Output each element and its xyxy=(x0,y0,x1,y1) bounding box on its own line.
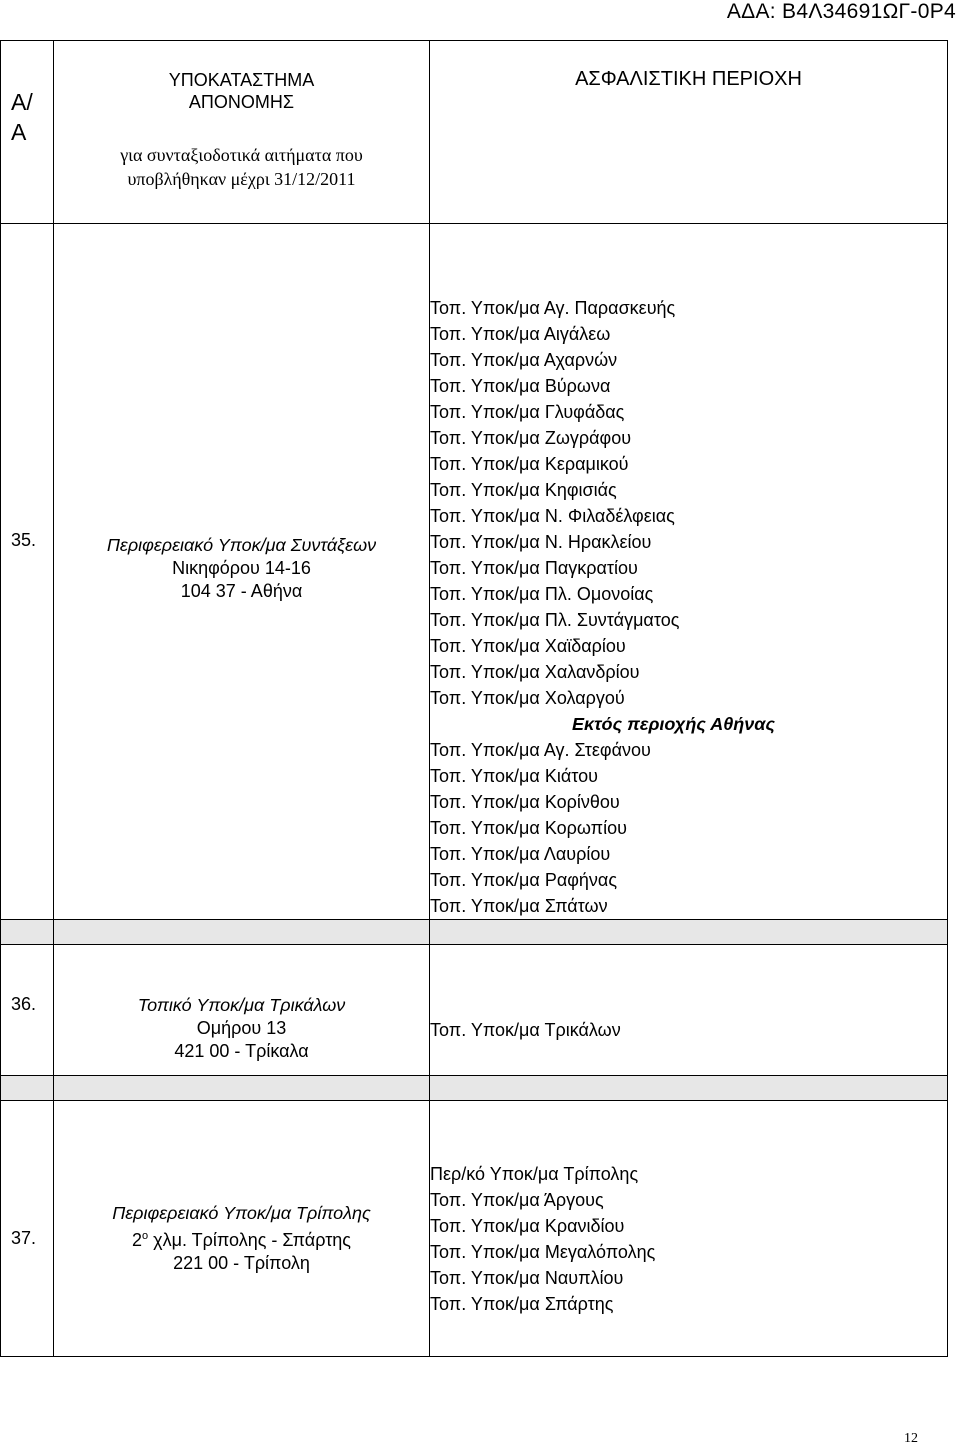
list-item: Τοπ. Υποκ/μα Κιάτου xyxy=(430,766,598,786)
list-item: Τοπ. Υποκ/μα Ν. Φιλαδέλφειας xyxy=(430,506,675,526)
list-item: Τοπ. Υποκ/μα Τρικάλων xyxy=(430,1020,621,1040)
list-item: Τοπ. Υποκ/μα Βύρωνα xyxy=(430,376,611,396)
list-item: Τοπ. Υποκ/μα Γλυφάδας xyxy=(430,402,625,422)
list-item: Τοπ. Υποκ/μα Πλ. Ομονοίας xyxy=(430,584,654,604)
list-item: Τοπ. Υποκ/μα Παγκρατίου xyxy=(430,558,638,578)
branch-address: Νικηφόρου 14-16 xyxy=(172,558,311,578)
separator-row xyxy=(1,920,948,945)
branch-address: Ομήρου 13 xyxy=(196,1018,287,1038)
list-item: Τοπ. Υποκ/μα Αχαρνών xyxy=(430,350,618,370)
table-row xyxy=(1,224,948,920)
table-header-row xyxy=(1,41,948,224)
separator-row xyxy=(1,1076,948,1101)
document-id: ΑΔΑ: Β4Λ34691ΩΓ-0Ρ4 xyxy=(726,0,956,23)
list-item: Τοπ. Υποκ/μα Κορωπίου xyxy=(430,818,627,838)
list-item: Τοπ. Υποκ/μα Κηφισιάς xyxy=(430,480,617,500)
list-item: Τοπ. Υποκ/μα Κρανιδίου xyxy=(430,1215,625,1236)
branch-postcode: 104 37 - Αθήνα xyxy=(180,581,303,601)
header-branch-subtitle: για συνταξιοδοτικά αιτήματα που υποβλήθηκαν μέχρι 31/12/2011 xyxy=(120,145,363,189)
list-item: Περ/κό Υποκ/μα Τρίπολης xyxy=(430,1163,639,1184)
branch-name: Περιφερειακό Υποκ/μα Συντάξεων xyxy=(106,535,377,555)
list-item: Τοπ. Υποκ/μα Αγ. Παρασκευής xyxy=(430,298,676,318)
list-item: Τοπ. Υποκ/μα Ραφήνας xyxy=(430,870,618,890)
list-item: Τοπ. Υποκ/μα Λαυρίου xyxy=(430,844,611,864)
list-item: Τοπ. Υποκ/μα Μεγαλόπολης xyxy=(430,1241,656,1262)
list-item: Τοπ. Υποκ/μα Αγ. Στεφάνου xyxy=(430,740,651,760)
branches-table xyxy=(0,40,948,1357)
list-item: Τοπ. Υποκ/μα Χολαργού xyxy=(430,688,625,708)
list-item: Τοπ. Υποκ/μα Ζωγράφου xyxy=(430,428,632,448)
header-num-cell xyxy=(1,41,54,224)
row-areas-cell xyxy=(430,1101,948,1357)
branch-postcode: 421 00 - Τρίκαλα xyxy=(174,1041,309,1061)
branch-postcode: 221 00 - Τρίπολη xyxy=(173,1253,310,1273)
row-number: 37. xyxy=(11,1228,37,1248)
list-item: Τοπ. Υποκ/μα Αιγάλεω xyxy=(430,324,611,344)
page-number: 12 xyxy=(904,1431,918,1446)
header-area-cell xyxy=(430,41,948,224)
list-item: Τοπ. Υποκ/μα Κεραμικού xyxy=(430,454,629,474)
header-branch-cell xyxy=(54,41,430,224)
list-item: Τοπ. Υποκ/μα Ναυπλίου xyxy=(430,1267,624,1288)
row-num-cell xyxy=(1,945,54,1076)
list-item: Τοπ. Υποκ/μα Χαλανδρίου xyxy=(430,662,640,682)
branch-name: Περιφερειακό Υποκ/μα Τρίπολης xyxy=(112,1203,371,1223)
row-num-cell xyxy=(1,224,54,920)
list-item: Τοπ. Υποκ/μα Πλ. Συντάγματος xyxy=(430,610,680,630)
list-item: Τοπ. Υποκ/μα Κορίνθου xyxy=(430,792,620,812)
row-areas-cell xyxy=(430,224,948,920)
header-num-label: Α/ Α xyxy=(11,89,33,145)
row-branch-cell xyxy=(54,945,430,1076)
list-item: Τοπ. Υποκ/μα Άργους xyxy=(430,1189,604,1210)
row-number: 36. xyxy=(11,994,37,1014)
list-item: Τοπ. Υποκ/μα Ν. Ηρακλείου xyxy=(430,532,652,552)
table-row xyxy=(1,1101,948,1357)
branch-address: $2^o$ χλμ. Τρίπολης - Σπάρτης xyxy=(131,1230,351,1250)
row-number: 35. xyxy=(11,529,37,550)
list-item: Τοπ. Υποκ/μα Χαϊδαρίου xyxy=(430,636,626,656)
row-areas-cell xyxy=(430,945,948,1076)
row-branch-cell xyxy=(54,224,430,920)
list-item: Τοπ. Υποκ/μα Σπάρτης xyxy=(430,1293,614,1314)
row-num-cell xyxy=(1,1101,54,1357)
branch-name: Τοπικό Υποκ/μα Τρικάλων xyxy=(137,995,346,1015)
table-row xyxy=(1,945,948,1076)
list-subheading: Εκτός περιοχής Αθήνας xyxy=(571,714,776,734)
row-branch-cell xyxy=(54,1101,430,1357)
header-area-label: ΑΣΦΑΛΙΣΤΙΚΗ ΠΕΡΙΟΧΗ xyxy=(575,68,802,90)
header-branch-title: ΥΠΟΚΑΤΑΣΤΗΜΑ ΑΠΟΝΟΜΗΣ xyxy=(168,70,315,112)
list-item: Τοπ. Υποκ/μα Σπάτων xyxy=(430,896,608,916)
